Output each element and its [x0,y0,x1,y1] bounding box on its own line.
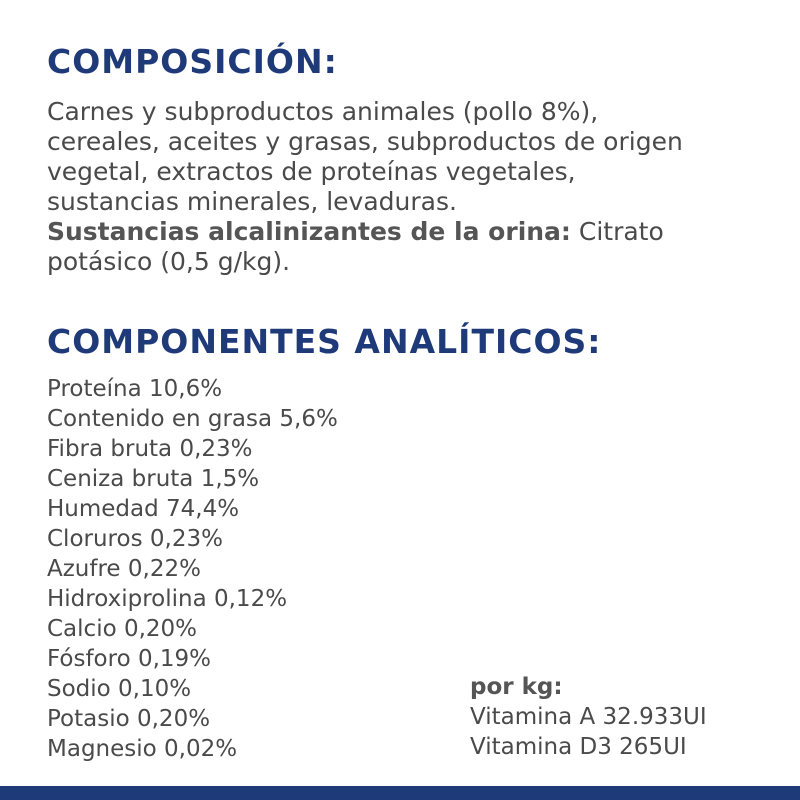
list-item: Calcio 0,20% [47,616,198,642]
list-item: Proteína 10,6% [47,376,223,402]
list-item: Vitamina A 32.933UI [470,704,707,730]
alkaline-label: Sustancias alcalinizantes de la orina: [47,217,571,246]
list-item: Cloruros 0,23% [47,526,223,552]
composicion-line: vegetal, extractos de proteínas vegetales, [47,157,576,186]
list-item: Sodio 0,10% [47,676,192,702]
composicion-heading: COMPOSICIÓN: [47,42,338,81]
list-item: Ceniza bruta 1,5% [47,466,260,492]
list-item: Potasio 0,20% [47,706,211,732]
list-item: Vitamina D3 265UI [470,734,687,760]
alkaline-text: Citrato [570,217,664,246]
alkaline-line-2: potásico (0,5 g/kg). [47,247,291,276]
list-item: Contenido en grasa 5,6% [47,406,338,432]
list-item: Azufre 0,22% [47,556,201,582]
list-item: Humedad 74,4% [47,496,240,522]
componentes-list [47,374,338,764]
composicion-line: sustancias minerales, levaduras. [47,187,457,216]
list-item: Hidroxiprolina 0,12% [47,586,288,612]
composicion-line: Carnes y subproductos animales (pollo 8%), [47,97,599,126]
list-item: Fósforo 0,19% [47,646,212,672]
vitaminas-title: por kg: [470,674,563,700]
bottom-bar [0,786,800,800]
list-item: Magnesio 0,02% [47,736,238,762]
vitaminas-list [470,672,707,762]
composicion-paragraph [47,97,767,277]
componentes-heading: COMPONENTES ANALÍTICOS: [47,322,602,361]
list-item: Fibra bruta 0,23% [47,436,253,462]
alkaline-line [47,217,767,247]
composicion-line: cereales, aceites y grasas, subproductos de origen [47,127,683,156]
